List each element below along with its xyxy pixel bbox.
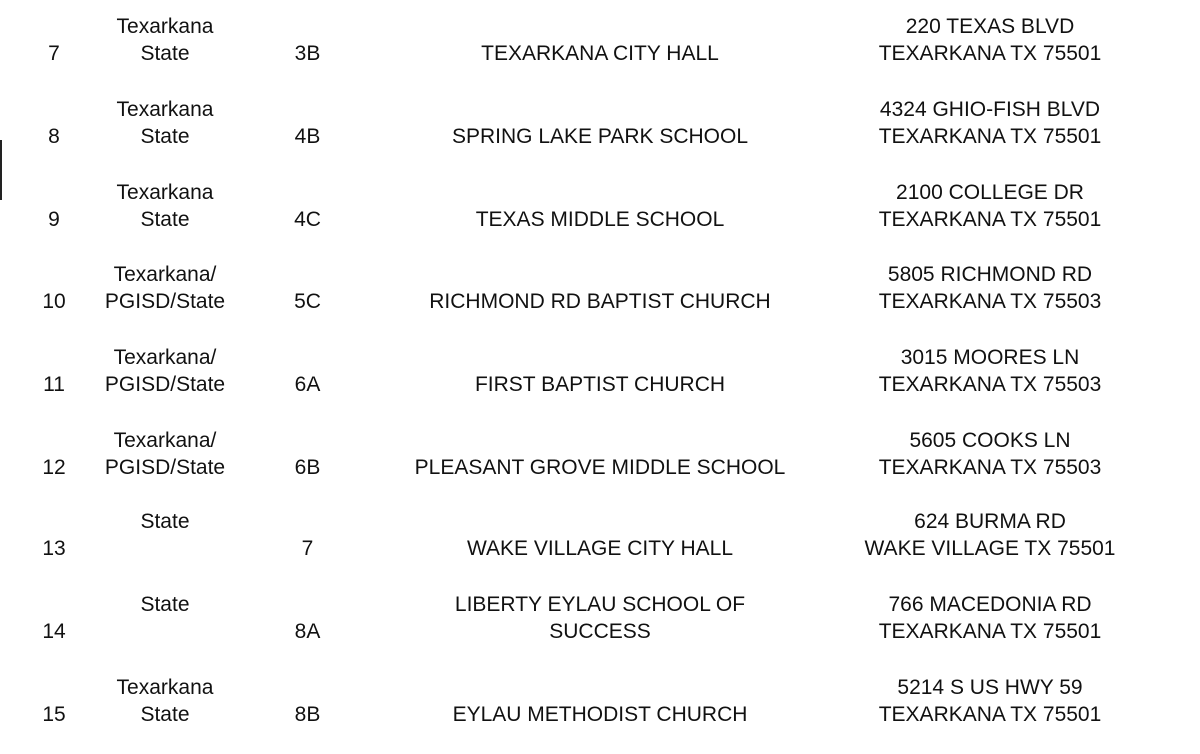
- precinct: 8B: [294, 703, 321, 726]
- jurisdiction: [90, 179, 240, 233]
- jurisdiction-line: PGISD/State: [104, 290, 226, 313]
- jurisdiction-line: State: [140, 208, 190, 231]
- address-line: TEXARKANA TX 75503: [878, 456, 1102, 479]
- row-number: 14: [42, 620, 66, 643]
- address: [820, 261, 1160, 315]
- address-line: 220 TEXAS BLVD: [905, 15, 1075, 38]
- jurisdiction-line: Texarkana: [116, 181, 214, 204]
- row-number: 9: [48, 208, 60, 231]
- table-row: [0, 344, 1200, 404]
- jurisdiction-line: Texarkana/: [113, 429, 217, 452]
- address: [820, 674, 1160, 728]
- address: [820, 96, 1160, 150]
- location-line: SUCCESS: [549, 620, 651, 643]
- jurisdiction: [90, 344, 240, 398]
- location-line: FIRST BAPTIST CHURCH: [474, 373, 726, 396]
- address-line: 5605 COOKS LN: [909, 429, 1071, 452]
- jurisdiction: [90, 508, 240, 535]
- address-line: 4324 GHIO-FISH BLVD: [879, 98, 1101, 121]
- address-line: TEXARKANA TX 75501: [878, 42, 1102, 65]
- polling-location: [370, 288, 830, 315]
- jurisdiction: [90, 96, 240, 150]
- row-number: 13: [42, 537, 66, 560]
- location-line: RICHMOND RD BAPTIST CHURCH: [429, 290, 771, 313]
- jurisdiction-line: State: [140, 593, 190, 616]
- jurisdiction-line: State: [140, 125, 190, 148]
- jurisdiction-line: Texarkana: [116, 676, 214, 699]
- row-number: 15: [42, 703, 66, 726]
- location-line: LIBERTY EYLAU SCHOOL OF: [454, 593, 746, 616]
- address-line: 624 BURMA RD: [914, 510, 1066, 533]
- jurisdiction-line: PGISD/State: [104, 456, 226, 479]
- jurisdiction-line: PGISD/State: [104, 373, 226, 396]
- address: [820, 13, 1160, 67]
- precinct: 7: [301, 537, 314, 560]
- row-number: 11: [43, 373, 65, 396]
- jurisdiction-line: State: [140, 703, 190, 726]
- address: [820, 179, 1160, 233]
- address-line: WAKE VILLAGE TX 75501: [864, 537, 1116, 560]
- row-number: 8: [48, 125, 60, 148]
- address-line: TEXARKANA TX 75501: [878, 125, 1102, 148]
- precinct: 4B: [294, 125, 321, 148]
- jurisdiction: [90, 261, 240, 315]
- location-line: PLEASANT GROVE MIDDLE SCHOOL: [414, 456, 786, 479]
- jurisdiction: [90, 591, 240, 618]
- address-line: TEXARKANA TX 75501: [878, 703, 1102, 726]
- jurisdiction-line: State: [140, 510, 190, 533]
- jurisdiction-line: Texarkana/: [113, 346, 217, 369]
- jurisdiction: [90, 427, 240, 481]
- jurisdiction: [90, 13, 240, 67]
- table-row: [0, 427, 1200, 487]
- row-number: 12: [42, 456, 66, 479]
- address: [820, 427, 1160, 481]
- address-line: 2100 COLLEGE DR: [896, 181, 1084, 204]
- location-line: TEXARKANA CITY HALL: [481, 42, 719, 65]
- location-line: EYLAU METHODIST CHURCH: [452, 703, 748, 726]
- location-line: TEXAS MIDDLE SCHOOL: [475, 208, 725, 231]
- address-line: TEXARKANA TX 75503: [878, 290, 1102, 313]
- polling-location: [370, 535, 830, 562]
- address: [820, 344, 1160, 398]
- precinct: 3B: [294, 42, 321, 65]
- precinct: 5C: [294, 290, 321, 313]
- polling-location: [370, 206, 830, 233]
- table-row: [0, 261, 1200, 321]
- polling-location: [370, 123, 830, 150]
- jurisdiction-line: Texarkana/: [113, 263, 217, 286]
- jurisdiction-line: Texarkana: [116, 15, 214, 38]
- polling-location: [370, 371, 830, 398]
- table-row: [0, 674, 1200, 734]
- precinct: 6B: [294, 456, 321, 479]
- jurisdiction-line: State: [140, 42, 190, 65]
- table-row: [0, 591, 1200, 651]
- precinct: 4C: [294, 208, 321, 231]
- table-row: [0, 13, 1200, 73]
- address-line: TEXARKANA TX 75501: [878, 208, 1102, 231]
- precinct: 8A: [294, 620, 321, 643]
- row-number: 10: [42, 290, 66, 313]
- row-number: 7: [48, 42, 60, 65]
- precinct: 6A: [294, 373, 321, 396]
- address: [820, 591, 1160, 645]
- address-line: 5805 RICHMOND RD: [887, 263, 1093, 286]
- address-line: TEXARKANA TX 75503: [878, 373, 1102, 396]
- polling-location: [370, 40, 830, 67]
- table-row: [0, 179, 1200, 239]
- jurisdiction-line: Texarkana: [116, 98, 214, 121]
- jurisdiction: [90, 674, 240, 728]
- address-line: 3015 MOORES LN: [900, 346, 1080, 369]
- polling-location: [370, 591, 830, 645]
- location-line: WAKE VILLAGE CITY HALL: [466, 537, 734, 560]
- address-line: TEXARKANA TX 75501: [878, 620, 1102, 643]
- polling-location: [370, 454, 830, 481]
- address: [820, 508, 1160, 562]
- polling-location: [370, 701, 830, 728]
- address-line: 5214 S US HWY 59: [897, 676, 1083, 699]
- table-row: [0, 508, 1200, 568]
- location-line: SPRING LAKE PARK SCHOOL: [451, 125, 749, 148]
- table-row: [0, 96, 1200, 156]
- address-line: 766 MACEDONIA RD: [888, 593, 1092, 616]
